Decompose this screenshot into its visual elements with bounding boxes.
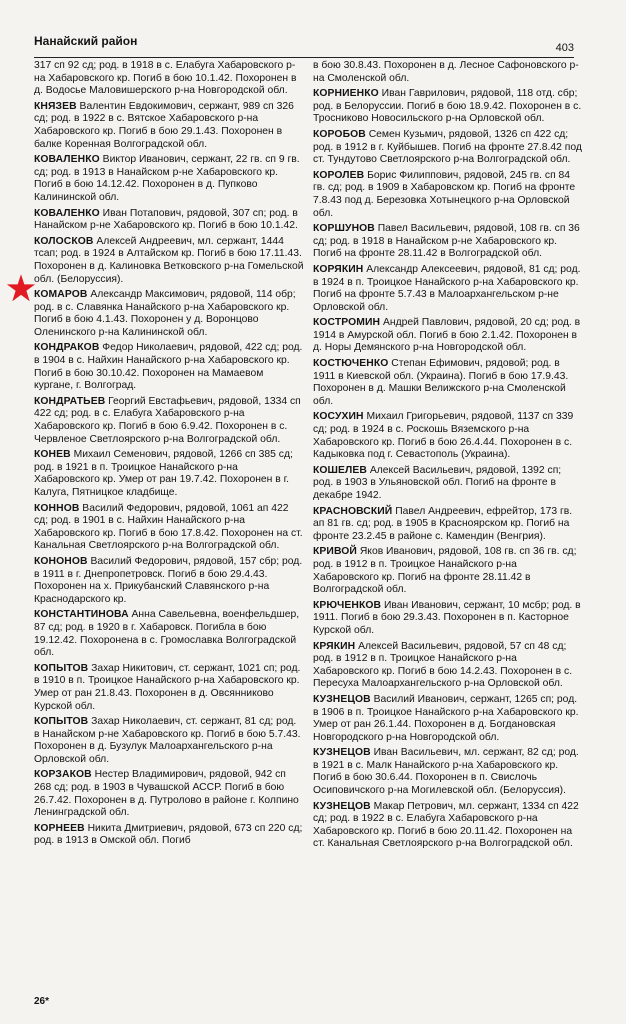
entry-surname: КОРШУНОВ [313, 223, 375, 235]
entry-details: Борис Филиппович, рядовой, 245 гв. сп 84 гв. сд; род. в 1909 в Хабаровском кр. Погиб на фронте 7.8.43 под д. Березовка Хотынецкого р-на Орловской обл. [313, 169, 576, 219]
entry-details: Виктор Иванович, сержант, 22 гв. сп 9 гв. сд; род. в 1913 в Нанайском р-не Хабаровского кр. Погиб в бою 14.12.42. Похоронен в д. Пупково Калининской обл. [34, 154, 300, 203]
entry-details: Василий Федорович, рядовой, 1061 ап 422 сд; род. в 1901 в с. Найхин Нанайского р-на Хабаровского кр. Погиб в бою 17.8.42. Похоронен на ст. Канальная Светлоярского р-на Волгоградской обл. [34, 502, 303, 552]
entry-details: Захар Никитович, ст. сержант, 1021 сп; род. в 1910 в п. Троицкое Нанайского р-на Хабаровского кр. Умер от ран 21.8.43. Похоронен в д. Овсянниково Курской обл. [34, 662, 301, 712]
entry [313, 747, 583, 797]
entry-surname: КУЗНЕЦОВ [313, 747, 371, 759]
entry-details: Василий Иванович, сержант, 1265 сп; род. в 1906 в п. Троицкое Нанайского р-на Хабаровского кр. Умер от ран 26.1.44. Похоронен в д. Богдановская Новгородского р-на Новгородской обл. [313, 693, 579, 743]
entry [313, 88, 583, 126]
page-number: 403 [555, 42, 574, 54]
entry-details: Михаил Семенович, рядовой, 1266 сп 385 сд; род. в 1921 в п. Троицкое Нанайского р-на Хабаровского кр. Умер от ран 19.7.42. Похоронен в г. Калуга, Пятницкое кладбище. [34, 449, 293, 498]
entry-surname: КУЗНЕЦОВ [313, 800, 371, 812]
entry [34, 396, 304, 446]
page-header [34, 34, 574, 56]
entry-surname: КОРНИЕНКО [313, 88, 379, 100]
entry-surname: КОНОНОВ [34, 555, 88, 567]
entry-details: Александр Алексеевич, рядовой, 81 сд; род. в 1924 в п. Троицкое Нанайского р-на Хабаровского кр. Погиб на фронте 5.7.43 в Малоархангельском р-не Орловской обл. [313, 263, 581, 313]
right-column [313, 60, 583, 965]
entry [34, 289, 304, 339]
entry-details: Степан Ефимович, рядовой; род. в 1911 в Киевской обл. (Украина). Погиб в бою 17.9.43. Похоронен в д. Машки Велижского р-на Смоленской обл. [313, 358, 569, 407]
entry [313, 411, 583, 461]
entry-surname: КОМАРОВ [34, 289, 88, 301]
entry-details: Алексей Васильевич, рядовой, 1392 сп; род. в 1903 в Ульяновской обл. Погиб на фронте в декабре 1942. [313, 464, 562, 501]
entry [313, 600, 583, 638]
entry [313, 129, 583, 167]
entry [34, 556, 304, 606]
header-rule [34, 57, 574, 58]
entry-details: Семен Кузьмич, рядовой, 1326 сп 422 сд; род. в 1912 в г. Куйбышев. Погиб на фронте 27.8.42 под ст. Тундутово Светлоярского р-на Волгоградской обл. [313, 128, 582, 166]
entry-surname: КОНДРАКОВ [34, 342, 100, 354]
entry [313, 264, 583, 314]
entry [313, 60, 583, 85]
entry [34, 449, 304, 499]
entry-surname: КРАСНОВСКИЙ [313, 505, 393, 517]
entry [313, 358, 583, 408]
entry-surname: КРЯКИН [313, 640, 356, 652]
entry [34, 663, 304, 713]
entry-surname: КОПЫТОВ [34, 662, 89, 674]
entry-details: Никита Дмитриевич, рядовой, 673 сп 220 сд; род. в 1913 в Омской обл. Погиб [34, 822, 303, 847]
entry [34, 60, 304, 98]
entry-surname: КУЗНЕЦОВ [313, 693, 371, 705]
entry [34, 208, 304, 233]
entry-surname: КОСУХИН [313, 411, 364, 423]
entry-surname: КОСТРОМИН [313, 317, 381, 329]
entry-details: Иван Гаврилович, рядовой, 118 отд. сбр; род. в Белоруссии. Погиб в бою 18.9.42. Похоронен в с. Тросниково Новосильского р-на Орловской обл. [313, 88, 582, 125]
entry-surname: КОСТЮЧЕНКО [313, 358, 389, 370]
entry-details: Иван Иванович, сержант, 10 мсбр; род. в 1911. Погиб в бою 29.3.43. Похоронен в п. Касторное Курской обл. [313, 599, 581, 636]
entry-surname: КОЛОСКОВ [34, 235, 94, 247]
entry [313, 641, 583, 691]
entry [34, 716, 304, 766]
entry-details: Василий Федорович, рядовой, 157 сбр; род. в 1911 в г. Днепропетровск. Погиб в бою 29.4.43. Похоронен на х. Прикубанский Славянского р-на Краснодарского кр. [34, 555, 303, 605]
entry-surname: КОПЫТОВ [34, 716, 89, 728]
entry [34, 609, 304, 659]
entry-details: Михаил Григорьевич, рядовой, 1137 сп 339 сд; род. в 1924 в с. Роскошь Вяземского р-на Хабаровского кр. Погиб в бою 26.4.44. Похоронен в с. Кадыковка под г. Севастополь (Украина). [313, 411, 574, 461]
entry-details: Захар Николаевич, ст. сержант, 81 сд; род. в Нанайском р-не Хабаровского кр. Погиб в бою 5.7.43. Похоронен в д. Бузулук Малоархангельского р-на Орловской обл. [34, 716, 301, 765]
entry-surname: КОНДРАТЬЕВ [34, 395, 106, 407]
entry-surname: КОШЕЛЕВ [313, 464, 367, 476]
entry-surname: КОРОЛЕВ [313, 169, 365, 181]
entry-surname: КРИВОЙ [313, 546, 357, 558]
entry-surname: КОНСТАНТИНОВА [34, 609, 129, 621]
entry [34, 769, 304, 819]
entry-details: Макар Петрович, мл. сержант, 1334 сп 422 сд; род. в 1922 в с. Елабуга Хабаровского р-на Хабаровского кр. Погиб в бою 20.11.42. Похоронен на ст. Канальная Светлоярского р-на Волгоградской обл. [313, 800, 579, 850]
entry [313, 170, 583, 220]
entry-details: Валентин Евдокимович, сержант, 989 сп 326 сд; род. в 1922 в с. Вятское Хабаровского р-на Хабаровского кр. Погиб в бою 29.1.43. Похоронен в балке Коренная Волгоградской обл. [34, 100, 294, 150]
running-head-title: Нанайский район [34, 34, 138, 48]
entry-surname: КОНЕВ [34, 449, 71, 461]
entry-surname: КОРНЕЕВ [34, 822, 85, 834]
entry-details: Федор Николаевич, рядовой, 422 сд; род. в 1904 в с. Найхин Нанайского р-на Хабаровского кр. Погиб в бою 30.10.42. Похоронен на Мамаевом кургане, г. Волгоград. [34, 342, 303, 392]
entry-surname: КОННОВ [34, 502, 80, 514]
red-star-icon [6, 273, 36, 303]
entry-details: Алексей Андреевич, мл. сержант, 1444 тсап; род. в 1924 в Алтайском кр. Погиб в бою 17.11.43. Похоронен в д. Калиновка Ветковского р-на Гомельской обл. (Белоруссия). [34, 235, 304, 285]
entry-details: Павел Андреевич, ефрейтор, 173 гв. ап 81 гв. сд; род. в 1905 в Красноярском кр. Погиб на фронте 23.2.45 в районе с. Камендин (Венгрия). [313, 505, 573, 542]
signature-mark: 26* [34, 996, 50, 1007]
entry [34, 154, 304, 204]
entry-surname: КОРЯКИН [313, 263, 364, 275]
entry [34, 101, 304, 151]
entry [313, 801, 583, 851]
entry-details: Георгий Евстафьевич, рядовой, 1334 сп 422 сд; род. в с. Елабуга Хабаровского р-на Хабаровского кр. Погиб в бою 6.9.42. Похоронен в с. Червленое Светлоярского р-на Волгоградской обл. [34, 395, 301, 445]
entry-surname: КОРОБОВ [313, 128, 366, 140]
left-column [34, 60, 304, 965]
entry-details: Иван Васильевич, мл. сержант, 82 сд; род. в 1921 в с. Малк Нанайского р-на Хабаровского кр. Погиб в бою 30.6.44. Похоронен в п. Свислочь Осиповичского р-на Могилевской обл. (Белоруссия). [313, 747, 579, 797]
entry-details: Андрей Павлович, рядовой, 20 сд; род. в 1914 в Амурской обл. Погиб в бою 2.1.42. Похоронен в д. Норы Демянского р-на Новгородской обл. [313, 317, 581, 354]
entry [34, 823, 304, 848]
entry-details: Яков Иванович, рядовой, 108 гв. сп 36 гв. сд; род. в 1912 в п. Троицкое Нанайского р-на Хабаровского кр. Погиб на фронте 28.11.42 в Волгоградской обл. [313, 546, 577, 596]
entry-details: 317 сп 92 сд; род. в 1918 в с. Елабуга Хабаровского р-на Хабаровского кр. Погиб в бою 10.1.42. Похоронен в д. Водосье Маловишерского р-на Новгородской обл. [34, 60, 297, 97]
entry [313, 546, 583, 596]
entry [313, 223, 583, 261]
entry-surname: КОВАЛЕНКО [34, 154, 100, 166]
entry-surname: КОВАЛЕНКО [34, 207, 100, 219]
entry [313, 506, 583, 544]
entry [313, 317, 583, 355]
entry [313, 694, 583, 744]
entry [34, 236, 304, 286]
entry-details: Иван Потапович, рядовой, 307 сп; род. в Нанайском р-не Хабаровского кр. Погиб в бою 10.1.42. [34, 207, 298, 232]
entry-details: Павел Васильевич, рядовой, 108 гв. сп 36 сд; род. в 1918 в Нанайском р-не Хабаровского кр. Погиб на фронте 28.11.42 в Волгоградской обл. [313, 223, 580, 260]
entry-details: Алексей Васильевич, рядовой, 57 сп 48 сд; род. в 1912 в п. Троицкое Нанайского р-на Хабаровского кр. Погиб в бою 14.2.43. Похоронен в с. Пересуха Малоархангельского р-на Орловской обл. [313, 640, 573, 690]
entry-details: Нестер Владимирович, рядовой, 942 сп 268 сд; род. в 1903 в Чувашской АССР. Погиб в бою 26.7.42. Похоронен в д. Путролово в районе г. Колпино Ленинградской обл. [34, 769, 299, 819]
entry [34, 503, 304, 553]
entry [313, 465, 583, 503]
entry-surname: КОРЗАКОВ [34, 769, 92, 781]
entry-surname: КРЮЧЕНКОВ [313, 599, 382, 611]
entry-details: Александр Максимович, рядовой, 114 обр; род. в с. Славянка Нанайского р-на Хабаровского кр. Погиб в бою 4.1.43. Похоронен у д. Воронцово Оленинского р-на Калининской обл. [34, 289, 296, 338]
entry [34, 342, 304, 392]
entry-details: Анна Савельевна, военфельдшер, 87 сд; род. в 1920 в г. Хабаровск. Погибла в бою 19.12.42. Похоронена в с. Громославка Волгоградской обл. [34, 609, 300, 659]
entry-details: в бою 30.8.43. Похоронен в д. Лесное Сафоновского р-на Смоленской обл. [313, 60, 579, 84]
entry-surname: КНЯЗЕВ [34, 100, 77, 112]
